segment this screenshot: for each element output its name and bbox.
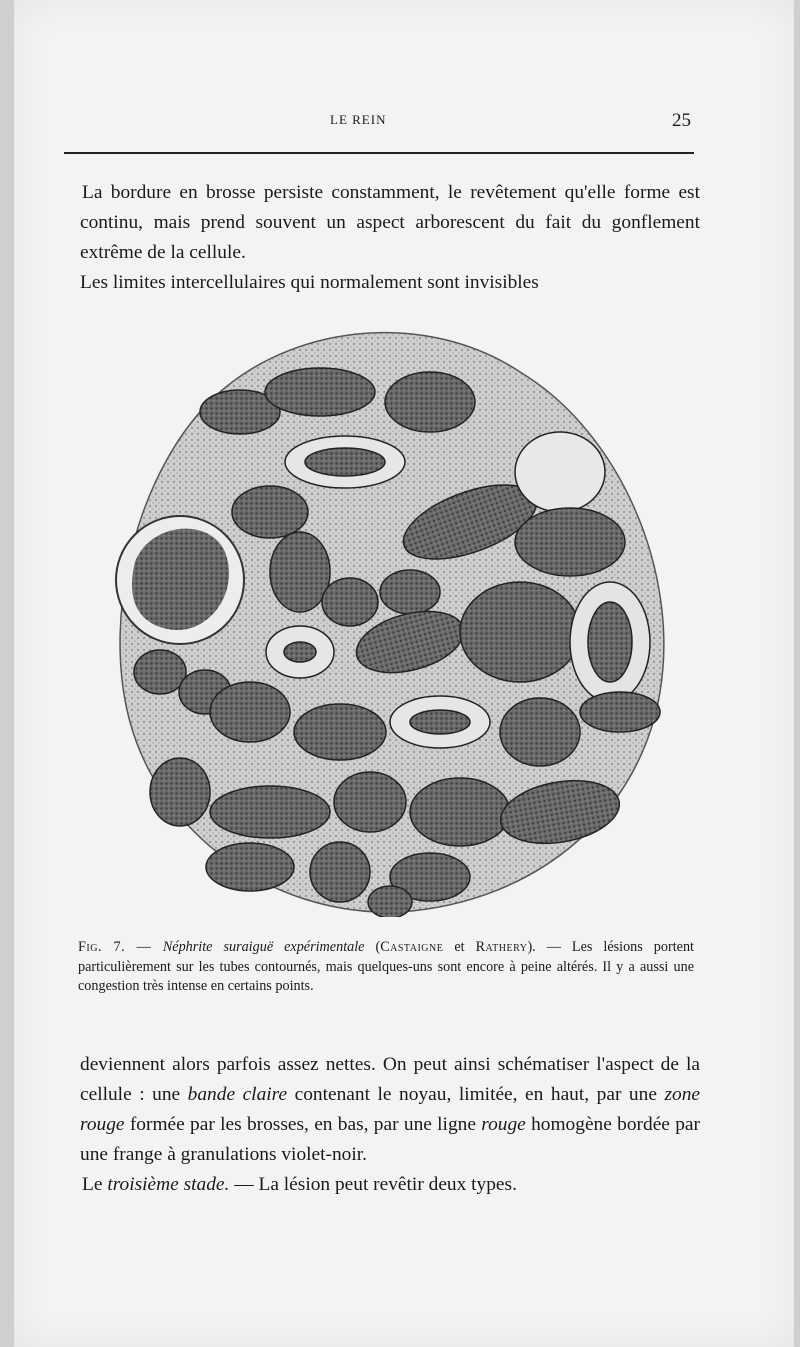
figure-caption-text: Les lésions portent particulièrement sur les tubes contournés, mais quelques-uns sont encore à peine altérés. Il y a aussi une congestion très intense en certains points. (78, 939, 694, 994)
authors-close: ). — (527, 939, 572, 955)
p3-text-3: formée par les brosses, en bas, par une ligne (124, 1114, 482, 1135)
figure-caption (78, 938, 694, 997)
paragraph-3 (80, 1050, 700, 1170)
authors-open: ( (364, 939, 381, 955)
page-header (0, 112, 800, 136)
p3-text-1: deviennent alors parfois assez nettes. On peut ainsi schématiser l'aspect de la cellule : une (80, 1054, 700, 1105)
body-text-top (80, 178, 700, 298)
paragraph-1: La bordure en brosse persiste constamment, le revêtement qu'elle forme est continu, mais prend souvent un aspect arborescent du fait du gonflement extrême de la cellule. (80, 182, 700, 263)
body-text-bottom (80, 1050, 700, 1200)
figure-label: Fig. 7. — (78, 939, 163, 955)
p3-italic-3: rouge (481, 1114, 526, 1135)
author-rathery: Rathery (475, 939, 528, 955)
p3-text-2: contenant le noyau, limitée, en haut, par une (287, 1084, 665, 1105)
page-number: 25 (672, 110, 691, 131)
p4-italic-1: troisième stade. (107, 1174, 230, 1195)
paragraph-4 (80, 1170, 700, 1200)
p3-text-4: homogène bordée par une frange à granulations violet-noir. (80, 1114, 700, 1165)
kidney-tissue-illustration (100, 312, 680, 917)
figure-title: Néphrite suraiguë expérimentale (162, 939, 365, 955)
author-conjunction: et (443, 939, 476, 955)
p3-italic-1: bande claire (187, 1084, 288, 1105)
figure-illustration (100, 312, 680, 917)
paragraph-2: Les limites intercellulaires qui normalement sont invisibles (80, 272, 539, 293)
p4-text-1: Le (82, 1174, 108, 1195)
header-rule (64, 152, 694, 154)
running-title: LE REIN (330, 112, 387, 127)
author-castaigne: Castaigne (380, 939, 444, 955)
p4-text-2: — La lésion peut revêtir deux types. (229, 1174, 517, 1195)
p3-italic-2: zone rouge (80, 1084, 701, 1135)
